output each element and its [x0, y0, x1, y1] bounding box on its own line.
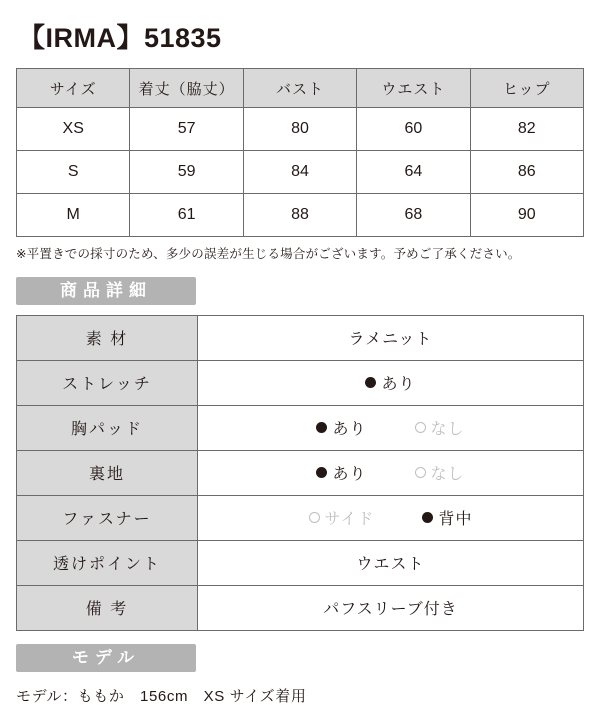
- detail-label-stretch: ストレッチ: [17, 360, 198, 405]
- table-row: [17, 151, 584, 194]
- detail-value-lining: [198, 450, 584, 495]
- table-row: [17, 405, 584, 450]
- waist-cell: 68: [357, 194, 470, 237]
- section-heading-model: モデル: [16, 644, 196, 672]
- measurement-note: ※平置きでの採寸のため、多少の誤差が生じる場合がございます。予めご了承ください。: [16, 247, 521, 262]
- hip-cell: 82: [470, 108, 583, 151]
- size-cell: XS: [17, 108, 130, 151]
- option-label: 背中: [438, 511, 473, 529]
- filled-circle-icon: [422, 512, 433, 523]
- option-bust-pad-no: [415, 416, 465, 439]
- empty-circle-icon: [415, 422, 426, 433]
- table-row: [17, 315, 584, 360]
- waist-cell: 60: [357, 108, 470, 151]
- table-row: [17, 450, 584, 495]
- detail-value-text: パフスリーブ付き: [323, 601, 458, 619]
- detail-label-bust-pad: 胸パッド: [17, 405, 198, 450]
- filled-circle-icon: [316, 422, 327, 433]
- size-table-header-size: サイズ: [17, 69, 130, 108]
- length-cell: 61: [130, 194, 243, 237]
- table-row: [17, 108, 584, 151]
- section-heading-product-detail: 商品詳細: [16, 277, 196, 305]
- length-cell: 59: [130, 151, 243, 194]
- empty-circle-icon: [309, 512, 320, 523]
- option-group: [199, 506, 582, 529]
- option-zipper-back: [422, 506, 472, 529]
- detail-label-remarks: 備 考: [17, 585, 198, 630]
- detail-value-zipper: [198, 495, 584, 540]
- table-row: [17, 194, 584, 237]
- filled-circle-icon: [316, 467, 327, 478]
- detail-label-lining: 裏地: [17, 450, 198, 495]
- option-zipper-side: [309, 506, 375, 529]
- bust-cell: 88: [243, 194, 356, 237]
- size-table-header-row: [17, 69, 584, 108]
- filled-circle-icon: [365, 377, 376, 388]
- detail-table: [16, 315, 584, 631]
- table-row: [17, 360, 584, 405]
- option-label: あり: [332, 421, 367, 439]
- size-cell: S: [17, 151, 130, 194]
- option-label: あり: [332, 466, 367, 484]
- option-lining-no: [415, 461, 465, 484]
- hip-cell: 86: [470, 151, 583, 194]
- size-table-header-hip: ヒップ: [470, 69, 583, 108]
- size-table-header-waist: ウエスト: [357, 69, 470, 108]
- hip-cell: 90: [470, 194, 583, 237]
- option-label: なし: [430, 466, 465, 484]
- table-row: [17, 495, 584, 540]
- detail-value-bust-pad: [198, 405, 584, 450]
- waist-cell: 64: [357, 151, 470, 194]
- bust-cell: 80: [243, 108, 356, 151]
- option-bust-pad-yes: [316, 416, 366, 439]
- page-title: 【IRMA】51835: [18, 23, 222, 53]
- option-group: [199, 416, 582, 439]
- size-table-header-length: 着丈（脇丈）: [130, 69, 243, 108]
- option-group: [199, 461, 582, 484]
- option-lining-yes: [316, 461, 366, 484]
- option-label: あり: [381, 376, 416, 394]
- option-label: サイド: [324, 511, 375, 529]
- length-cell: 57: [130, 108, 243, 151]
- size-table-header-bust: バスト: [243, 69, 356, 108]
- bust-cell: 84: [243, 151, 356, 194]
- detail-value-material: [198, 315, 584, 360]
- option-label: なし: [430, 421, 465, 439]
- detail-value-sheer-point: [198, 540, 584, 585]
- size-table: [16, 68, 584, 237]
- detail-value-text: ウエスト: [356, 556, 425, 574]
- detail-value-stretch: [198, 360, 584, 405]
- table-row: [17, 585, 584, 630]
- table-row: [17, 540, 584, 585]
- detail-value-text: ラメニット: [348, 331, 433, 349]
- option-stretch-yes: [365, 376, 415, 393]
- detail-label-sheer-point: 透けポイント: [17, 540, 198, 585]
- size-cell: M: [17, 194, 130, 237]
- model-info: モデル：ももか 156cm XS サイズ着用: [16, 687, 307, 705]
- detail-label-zipper: ファスナー: [17, 495, 198, 540]
- detail-value-remarks: [198, 585, 584, 630]
- empty-circle-icon: [415, 467, 426, 478]
- detail-label-material: 素 材: [17, 315, 198, 360]
